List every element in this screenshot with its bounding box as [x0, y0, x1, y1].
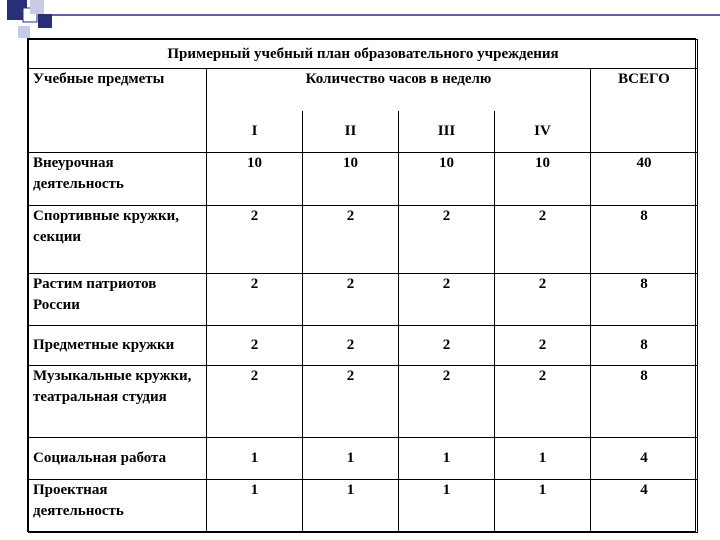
total-cell: 4 — [591, 438, 698, 480]
value-cell: 2 — [399, 274, 495, 326]
subject-cell: Социальная работа — [29, 438, 207, 480]
value-cell: 2 — [495, 274, 591, 326]
table-row — [29, 438, 698, 480]
total-cell: 40 — [591, 153, 698, 206]
total-cell: 8 — [591, 366, 698, 438]
value-cell: 2 — [399, 366, 495, 438]
value-cell: 1 — [495, 438, 591, 480]
grade-header: IV — [495, 111, 591, 153]
value-cell: 1 — [303, 480, 399, 533]
value-cell: 1 — [207, 438, 303, 480]
subject-cell: Внеурочная деятельность — [29, 153, 207, 206]
value-cell: 10 — [399, 153, 495, 206]
grade-header: III — [399, 111, 495, 153]
subject-cell: Проектная деятельность — [29, 480, 207, 533]
value-cell: 2 — [303, 206, 399, 274]
value-cell: 2 — [207, 206, 303, 274]
value-cell: 2 — [495, 366, 591, 438]
value-cell: 2 — [495, 206, 591, 274]
header-spacer — [591, 111, 698, 153]
total-cell: 8 — [591, 274, 698, 326]
table-title: Примерный учебный план образовательного учреждения — [29, 40, 698, 69]
value-cell: 1 — [399, 438, 495, 480]
table-row — [29, 480, 698, 533]
value-cell: 10 — [303, 153, 399, 206]
table-row — [29, 274, 698, 326]
value-cell: 2 — [207, 274, 303, 326]
grade-header: I — [207, 111, 303, 153]
table-row — [29, 153, 698, 206]
header-total: ВСЕГО — [591, 69, 698, 111]
value-cell: 2 — [207, 366, 303, 438]
value-cell: 1 — [303, 438, 399, 480]
table-row — [29, 206, 698, 274]
value-cell: 2 — [399, 326, 495, 366]
header-hours: Количество часов в неделю — [207, 69, 591, 111]
subject-cell: Музыкальные кружки, театральная студия — [29, 366, 207, 438]
total-cell: 8 — [591, 326, 698, 366]
value-cell: 2 — [207, 326, 303, 366]
header-subjects: Учебные предметы — [29, 69, 207, 111]
value-cell: 1 — [207, 480, 303, 533]
value-cell: 1 — [399, 480, 495, 533]
value-cell: 2 — [303, 274, 399, 326]
value-cell: 2 — [303, 366, 399, 438]
total-cell: 4 — [591, 480, 698, 533]
decorative-squares — [0, 0, 720, 40]
value-cell: 2 — [495, 326, 591, 366]
value-cell: 2 — [303, 326, 399, 366]
value-cell: 1 — [495, 480, 591, 533]
value-cell: 10 — [495, 153, 591, 206]
table-row — [29, 326, 698, 366]
grade-header: II — [303, 111, 399, 153]
subject-cell: Растим патриотов России — [29, 274, 207, 326]
curriculum-table — [27, 38, 696, 532]
total-cell: 8 — [591, 206, 698, 274]
value-cell: 10 — [207, 153, 303, 206]
subject-cell: Спортивные кружки, секции — [29, 206, 207, 274]
value-cell: 2 — [399, 206, 495, 274]
header-spacer — [29, 111, 207, 153]
subject-cell: Предметные кружки — [29, 326, 207, 366]
table-row — [29, 366, 698, 438]
